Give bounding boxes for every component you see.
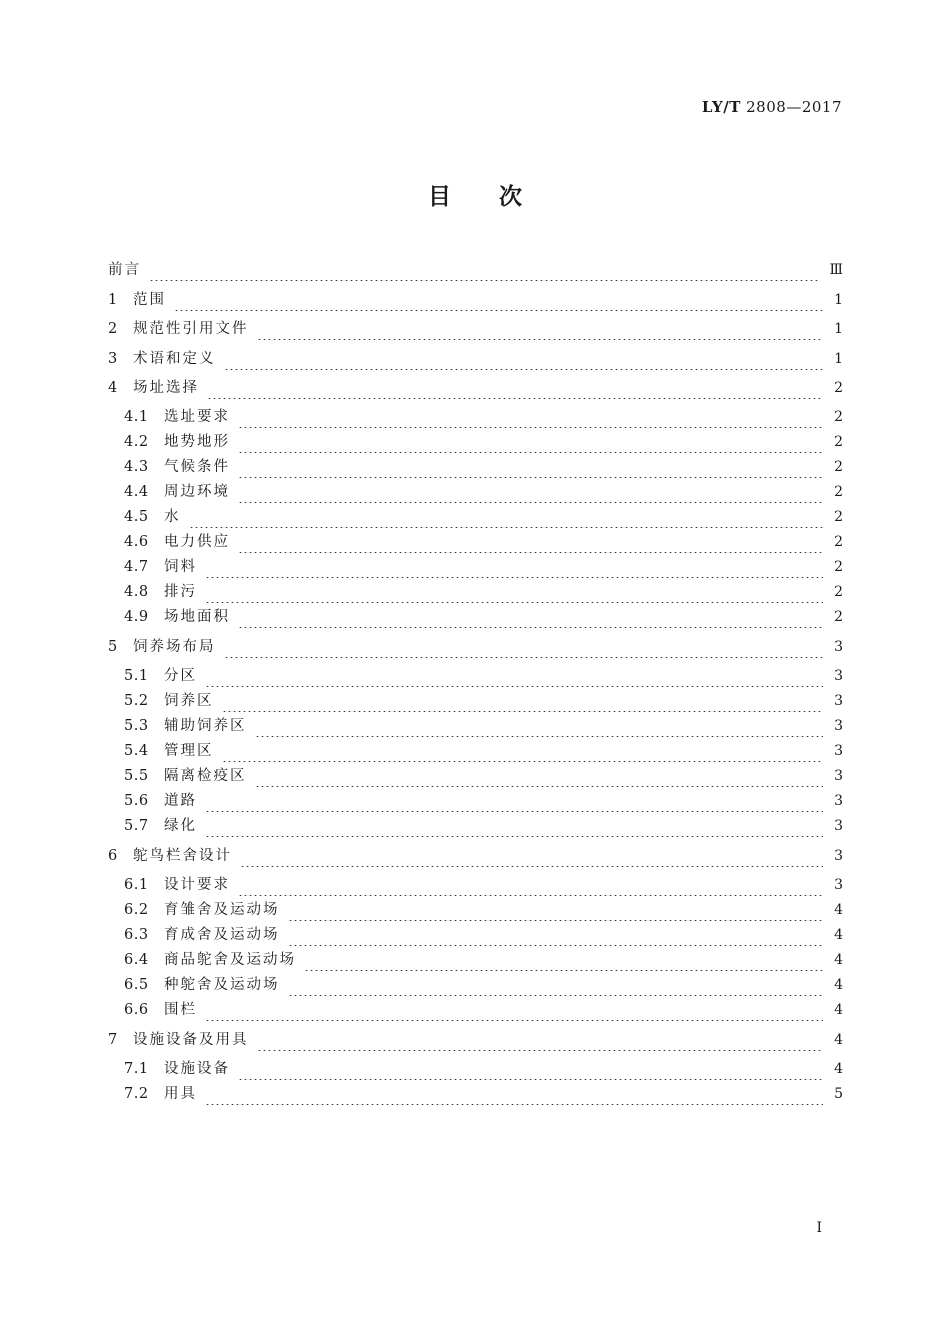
toc-entry-label: 排污 [164,584,197,600]
toc-entry-page: 3 [834,718,843,734]
toc-entry[interactable] [124,690,843,712]
toc-entry-label: 饲料 [164,559,197,575]
toc-entry[interactable] [124,1058,843,1080]
toc-entry-number: 4.8 [124,584,149,600]
toc-entry-label: 育成舍及运动场 [164,927,280,943]
toc-entry-number: 4.2 [124,434,149,450]
toc-entry[interactable] [124,581,843,603]
toc-entry-number: 7.1 [124,1061,149,1077]
toc-entry-number: 4.6 [124,534,149,550]
toc-entry[interactable] [124,406,843,428]
toc-dot-leader [222,690,824,712]
toc-entry-number: 7 [108,1032,118,1048]
toc-entry-number: 5.3 [124,718,149,734]
toc-entry-label: 饲养区 [164,693,214,709]
toc-entry[interactable] [108,636,843,658]
toc-entry-page: 4 [834,1032,843,1048]
toc-entry-label: 地势地形 [164,434,230,450]
toc-entry-label: 前言 [108,262,141,278]
toc-entry-page: 3 [834,668,843,684]
toc-entry-label: 气候条件 [164,459,230,475]
toc-entry[interactable] [124,506,843,528]
toc-entry-number: 6.2 [124,902,149,918]
toc-entry[interactable] [108,289,843,311]
toc-entry-page: Ⅲ [829,262,843,278]
toc-dot-leader [224,348,824,370]
toc-dot-leader [238,1058,823,1080]
toc-entry-label: 电力供应 [164,534,230,550]
toc-entry[interactable] [124,456,843,478]
toc-entry-number: 6.4 [124,952,149,968]
toc-entry[interactable] [124,765,843,787]
toc-dot-leader [207,377,823,399]
toc-entry-label: 术语和定义 [133,351,216,367]
toc-dot-leader [205,556,823,578]
toc-dot-leader [205,1083,823,1105]
toc-entry-page: 3 [834,743,843,759]
toc-entry-label: 分区 [164,668,197,684]
toc-entry[interactable] [124,431,843,453]
toc-entry-label: 饲养场布局 [133,639,216,655]
toc-entry-number: 6.3 [124,927,149,943]
toc-entry-number: 5.6 [124,793,149,809]
toc-entry-label: 鸵鸟栏舍设计 [133,848,232,864]
toc-entry-page: 2 [834,609,843,625]
toc-entry[interactable] [124,481,843,503]
toc-entry-number: 4.4 [124,484,149,500]
toc-entry-page: 1 [834,292,843,308]
toc-entry-page: 3 [834,693,843,709]
toc-entry-page: 3 [834,768,843,784]
toc-entry-number: 4.5 [124,509,149,525]
toc-entry-label: 道路 [164,793,197,809]
toc-entry-page: 2 [834,509,843,525]
toc-entry-page: 4 [834,927,843,943]
toc-title: 目次 [428,183,570,210]
toc-entry[interactable] [124,1083,843,1105]
toc-entry[interactable] [108,348,843,370]
toc-entry-label: 设施设备 [164,1061,230,1077]
toc-dot-leader [240,845,823,867]
toc-entry-page: 2 [834,459,843,475]
toc-entry[interactable] [124,974,843,996]
toc-entry[interactable] [124,815,843,837]
toc-entry-label: 设施设备及用具 [133,1032,249,1048]
toc-entry-page: 2 [834,434,843,450]
toc-dot-leader [238,406,823,428]
toc-dot-leader [257,1029,824,1051]
toc-dot-leader [238,481,823,503]
toc-entry-page: 4 [834,902,843,918]
toc-entry-label: 管理区 [164,743,214,759]
toc-dot-leader [238,874,823,896]
toc-entry-label: 商品鸵舍及运动场 [164,952,296,968]
toc-entry-page: 3 [834,639,843,655]
toc-entry-page: 4 [834,1002,843,1018]
toc-entry[interactable] [124,715,843,737]
toc-entry-label: 隔离检疫区 [164,768,247,784]
toc-entry-label: 范围 [133,292,166,308]
toc-entry-number: 5.5 [124,768,149,784]
toc-entry-page: 3 [834,848,843,864]
toc-entry-page: 1 [834,321,843,337]
toc-entry-label: 周边环境 [164,484,230,500]
toc-entry-label: 辅助饲养区 [164,718,247,734]
toc-entry[interactable] [108,1029,843,1051]
toc-entry-number: 5.2 [124,693,149,709]
toc-entry[interactable] [124,665,843,687]
toc-entry-label: 设计要求 [164,877,230,893]
toc-entry-page: 5 [834,1086,843,1102]
toc-entry-page: 2 [834,584,843,600]
toc-entry-label: 场址选择 [133,380,199,396]
toc-dot-leader [205,790,823,812]
toc-entry-label: 育雏舍及运动场 [164,902,280,918]
toc-dot-leader [174,289,823,311]
toc-entry[interactable] [124,740,843,762]
standard-code-prefix: LY/T [701,98,741,116]
toc-entry-number: 5 [108,639,118,655]
toc-entry-number: 4.3 [124,459,149,475]
toc-entry[interactable] [124,949,843,971]
toc-dot-leader [189,506,824,528]
toc-dot-leader [238,431,823,453]
toc-dot-leader [255,765,824,787]
toc-entry-number: 4 [108,380,118,396]
toc-entry[interactable] [108,318,843,340]
toc-entry-label: 绿化 [164,818,197,834]
toc-entry[interactable] [108,259,843,281]
toc-entry-number: 5.7 [124,818,149,834]
toc-entry[interactable] [124,999,843,1021]
toc-entry-page: 2 [834,559,843,575]
toc-dot-leader [224,636,824,658]
toc-entry[interactable] [124,924,843,946]
toc-dot-leader [238,606,823,628]
toc-entry-number: 6.1 [124,877,149,893]
toc-dot-leader [238,531,823,553]
toc-entry-number: 6.5 [124,977,149,993]
toc-dot-leader [288,974,824,996]
toc-entry[interactable] [124,531,843,553]
toc-dot-leader [255,715,824,737]
toc-entry-page: 4 [834,977,843,993]
toc-dot-leader [288,924,824,946]
toc-entry-label: 选址要求 [164,409,230,425]
toc-entry[interactable] [108,377,843,399]
toc-entry-page: 3 [834,793,843,809]
toc-entry-number: 5.1 [124,668,149,684]
toc-dot-leader [288,899,824,921]
standard-code [702,98,842,116]
toc-entry-number: 7.2 [124,1086,149,1102]
toc-entry-number: 4.9 [124,609,149,625]
toc-entry-page: 4 [834,952,843,968]
toc-entry[interactable] [108,845,843,867]
toc-dot-leader [238,456,823,478]
toc-entry-number: 6 [108,848,118,864]
toc-entry-page: 2 [834,534,843,550]
toc-dot-leader [205,581,823,603]
toc-entry[interactable] [124,556,843,578]
toc-dot-leader [205,999,823,1021]
toc-dot-leader [205,665,823,687]
toc-entry-number: 3 [108,351,118,367]
toc-entry[interactable] [124,790,843,812]
toc-entry-page: 2 [834,409,843,425]
toc-entry-page: 3 [834,818,843,834]
toc-dot-leader [205,815,823,837]
toc-entry-page: 3 [834,877,843,893]
toc-entry-label: 水 [164,509,181,525]
toc-entry-page: 1 [834,351,843,367]
toc-entry[interactable] [124,874,843,896]
toc-entry-number: 2 [108,321,118,337]
toc-entry-page: 2 [834,484,843,500]
toc-entry-page: 2 [834,380,843,396]
standard-code-number: 2808—2017 [746,98,842,116]
toc-entry-label: 围栏 [164,1002,197,1018]
toc-entry-number: 4.7 [124,559,149,575]
toc-entry[interactable] [124,899,843,921]
toc-dot-leader [304,949,823,971]
toc-dot-leader [257,318,824,340]
toc-dot-leader [149,259,819,281]
toc-dot-leader [222,740,824,762]
toc-entry-label: 规范性引用文件 [133,321,249,337]
toc-entry[interactable] [124,606,843,628]
toc-entry-page: 4 [834,1061,843,1077]
toc-entry-label: 种鸵舍及运动场 [164,977,280,993]
toc-entry-number: 1 [108,292,118,308]
toc-entry-label: 用具 [164,1086,197,1102]
toc-entry-number: 6.6 [124,1002,149,1018]
toc-entry-number: 5.4 [124,743,149,759]
toc-entry-number: 4.1 [124,409,149,425]
footer-page-number: I [816,1220,822,1236]
toc-entry-label: 场地面积 [164,609,230,625]
